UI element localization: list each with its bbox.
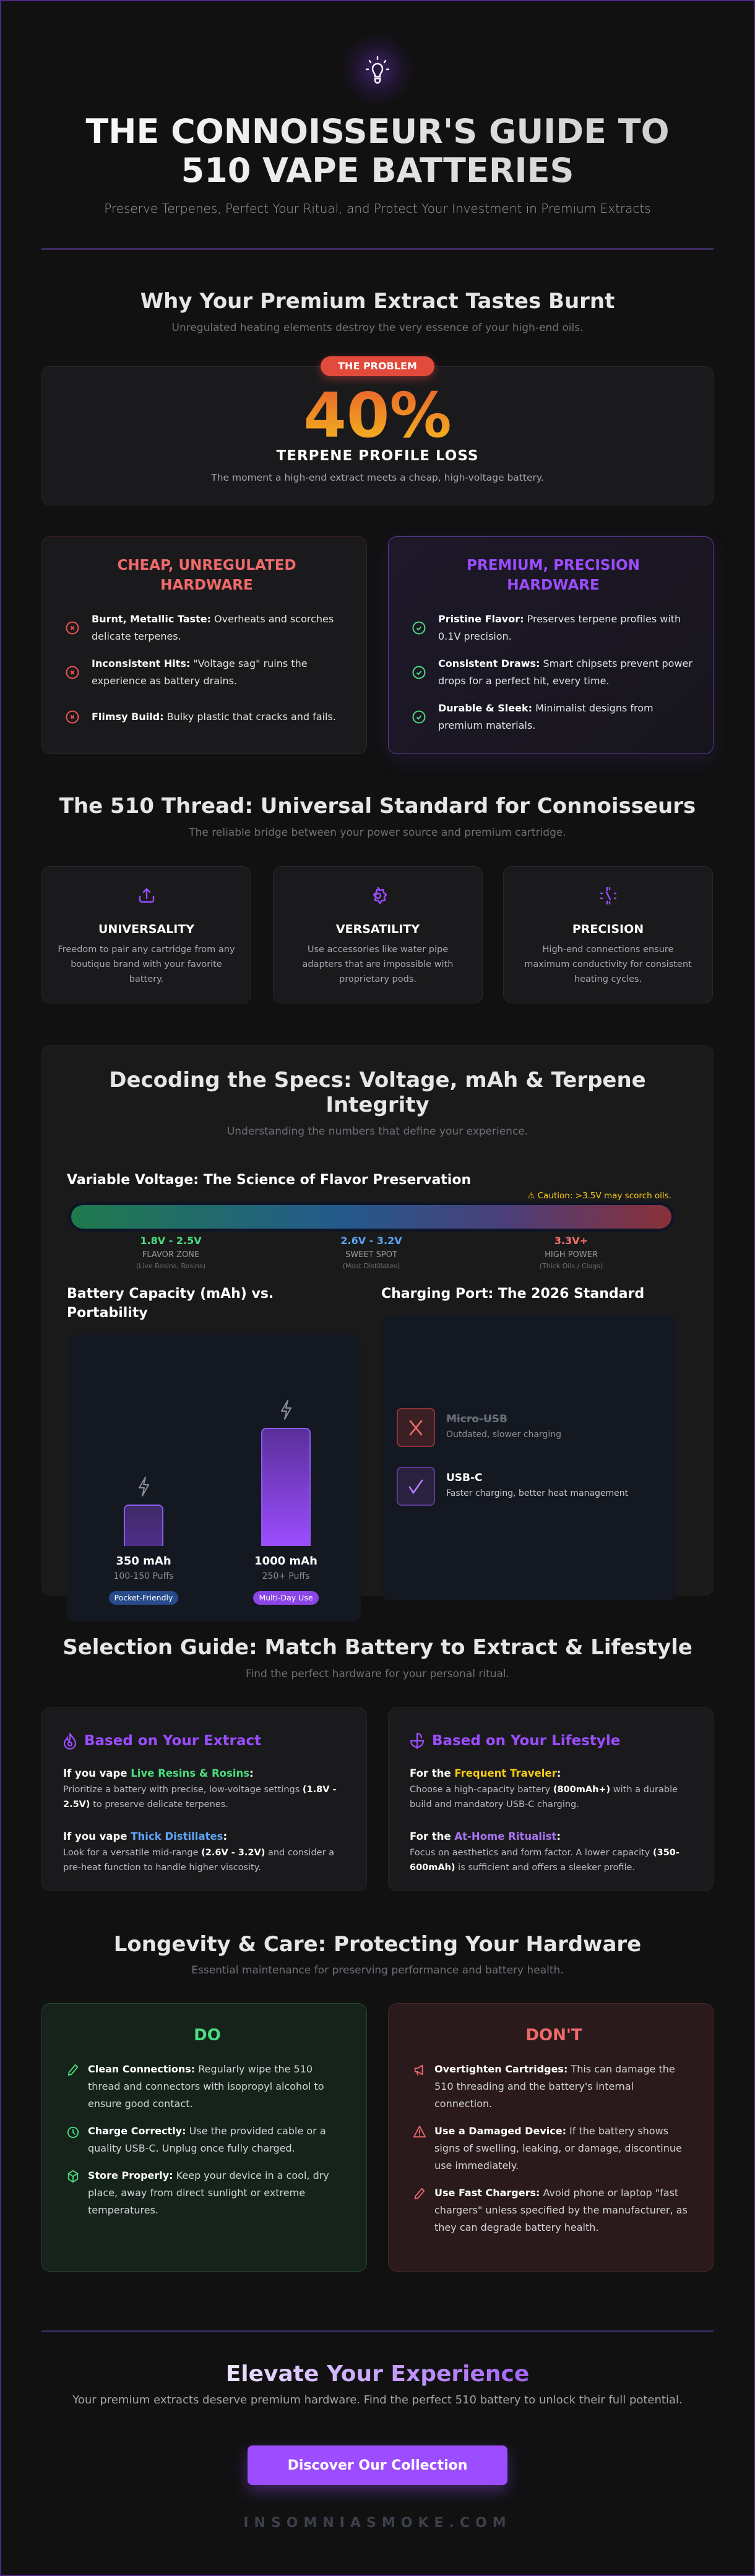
item-label: Flimsy Build: (92, 711, 164, 723)
cheap-list-item (66, 655, 348, 690)
dont-list-item (413, 2184, 694, 2236)
item-label: Charge Correctly: (88, 2125, 186, 2137)
premium-list-item (412, 611, 694, 645)
premium-hardware-card (388, 536, 714, 754)
pencil-icon (413, 2186, 426, 2201)
list-item-text (438, 655, 694, 690)
x-circle-icon (66, 710, 79, 724)
extract-guide-item (63, 1828, 345, 1875)
divider (41, 2330, 714, 2332)
item-desc: If the battery shows signs of swelling, leaking, or damage, discontinue use immediately. (434, 2125, 682, 2171)
problem-badge: THE PROBLEM (321, 356, 434, 376)
charging-panel (382, 1315, 676, 1600)
box-icon (67, 2169, 79, 2184)
pencil-icon (67, 2063, 79, 2077)
port-desc: Outdated, slower charging (446, 1430, 561, 1440)
usb-c-status (397, 1467, 435, 1506)
item-desc: Keep your device in a cool, dry place, away from direct sunlight or extreme temperatures. (88, 2170, 329, 2216)
item-label: Clean Connections: (88, 2063, 196, 2075)
check-circle-icon (412, 710, 426, 724)
thread-heading: The 510 Thread: Universal Standard for Connoisseurs (59, 794, 696, 818)
list-item-text (438, 700, 694, 734)
check-circle-icon (412, 666, 426, 679)
zone-range: 3.3V+ (554, 1235, 589, 1247)
thread-card-desc: Use accessories like water pipe adapters that are impossible with proprietary pods. (302, 945, 454, 984)
premium-hardware-title: PREMIUM, PRECISION HARDWARE (467, 557, 640, 593)
zone-name: HIGH POWER (545, 1250, 598, 1260)
thread-card-precision (503, 866, 713, 1003)
cheap-list-item (66, 700, 348, 734)
care-subheading: Essential maintenance for preserving performance and battery health. (191, 1964, 564, 1977)
item-desc: Minimalist designs from premium materials. (438, 702, 654, 731)
guide-highlight: Live Resins & Rosins (131, 1767, 250, 1779)
item-label: Burnt, Metallic Taste: (92, 613, 211, 625)
item-label: Use Fast Chargers: (434, 2187, 540, 2199)
thread-card-desc: High-end connections ensure maximum conductivity for consistent heating cycles. (524, 945, 692, 984)
extract-guide-title (63, 1732, 345, 1750)
guide-item-heading (410, 1765, 692, 1782)
problem-subheading: Unregulated heating elements destroy the very essence of your high-end oils. (171, 322, 584, 334)
zone-note: (Most Distillates) (342, 1262, 400, 1270)
guide-item-heading (63, 1828, 345, 1845)
droplet-icon (63, 1732, 77, 1750)
list-item-text (92, 611, 348, 645)
guide-prefix: If you vape (63, 1767, 131, 1779)
list-item-text (434, 2061, 694, 2113)
capacity-bar (261, 1428, 311, 1546)
do-list-item (67, 2167, 348, 2219)
guide-text: Prioritize a battery with precise, low-voltage settings (63, 1785, 303, 1795)
voltage-zone-flavor (90, 1234, 251, 1271)
capacity-badge: Multi-Day Use (253, 1591, 318, 1605)
capacity-bar (124, 1505, 163, 1546)
lifestyle-guide-item (410, 1828, 692, 1875)
guide-text: Choose a high-capacity battery (410, 1785, 553, 1795)
guide-value: (1.8V - 2.5V) (63, 1785, 337, 1810)
dont-list-item (413, 2061, 694, 2113)
capacity-title: Battery Capacity (mAh) vs. Portability (67, 1286, 274, 1321)
list-item-text (434, 2123, 694, 2175)
x-circle-icon (66, 621, 79, 635)
guide-prefix: For the (410, 1767, 455, 1779)
port-name-micro-usb: Micro-USB (446, 1413, 507, 1425)
guide-item-heading (410, 1828, 692, 1845)
dont-title: DON'T (525, 2026, 582, 2045)
thread-card-desc: Freedom to pair any cartridge from any boutique brand with your favorite battery. (58, 945, 235, 984)
capacity-puffs: 100-150 Puffs (113, 1571, 174, 1581)
guide-text: Look for a versatile mid-range (63, 1848, 202, 1858)
cheap-hardware-card (41, 536, 367, 754)
list-item-text (88, 2061, 348, 2113)
item-desc: Overheats and scorches delicate terpenes. (92, 613, 334, 642)
charging-title: Charging Port: The 2026 Standard (381, 1286, 645, 1302)
item-desc: This can damage the 510 threading and the battery's internal connection. (434, 2063, 675, 2110)
guide-highlight: Frequent Traveler (454, 1767, 557, 1779)
guide-colon: : (249, 1767, 254, 1779)
cta-title (0, 2361, 755, 2388)
capacity-value: 350 mAh (116, 1555, 171, 1568)
capacity-puffs: 250+ Puffs (262, 1571, 310, 1581)
list-item-text (92, 708, 336, 726)
problem-card (41, 366, 714, 505)
item-label: Use a Damaged Device: (434, 2125, 566, 2137)
guide-text: Focus on aesthetics and form factor. A lower capacity (410, 1848, 653, 1858)
item-label: Store Properly: (88, 2170, 173, 2181)
zone-name: SWEET SPOT (345, 1250, 397, 1260)
voltage-caution: ⚠ Caution: >3.5V may scorch oils. (527, 1191, 671, 1201)
page-subtitle: Preserve Terpenes, Perfect Your Ritual, and Protect Your Investment in Premium Extracts (104, 201, 651, 216)
zone-name: FLAVOR ZONE (142, 1250, 200, 1260)
guide-text: with a durable build and mandatory USB-C charging. (410, 1785, 678, 1810)
guide-item-body (410, 1782, 692, 1812)
guide-item-body (410, 1845, 692, 1875)
voltage-zone-high-power (491, 1234, 652, 1271)
guide-prefix: For the (410, 1831, 455, 1842)
thread-card-title: VERSATILITY (335, 922, 420, 936)
item-desc: Bulky plastic that cracks and fails. (163, 711, 336, 723)
lifestyle-guide-item (410, 1765, 692, 1812)
guide-colon: : (556, 1767, 561, 1779)
divider (41, 248, 714, 250)
item-desc: Avoid phone or laptop "fast chargers" unless specified by the manufacturer, as they can degrade battery health. (434, 2187, 688, 2233)
cheap-list-item (66, 611, 348, 645)
guide-item-heading (63, 1765, 345, 1782)
title-line-1: THE CONNOISSEUR'S GUIDE TO (85, 112, 670, 151)
care-heading: Longevity & Care: Protecting Your Hardware (113, 1932, 642, 1957)
selection-heading: Selection Guide: Match Battery to Extract & Lifestyle (63, 1635, 692, 1660)
premium-list-item (412, 700, 694, 734)
problem-stat-label: TERPENE PROFILE LOSS (276, 448, 479, 464)
zone-note: (Live Resins, Rosins) (136, 1262, 206, 1270)
sparkle-icon (599, 887, 618, 905)
thread-subheading: The reliable bridge between your power source and premium cartridge. (189, 826, 566, 839)
list-item-text (88, 2123, 348, 2157)
guide-highlight: At-Home Ritualist (454, 1831, 557, 1842)
page-title (0, 112, 755, 190)
do-title: DO (194, 2026, 221, 2045)
guide-prefix: If you vape (63, 1831, 131, 1842)
list-item-text (88, 2167, 348, 2219)
title-line-2: 510 VAPE BATTERIES (181, 151, 574, 190)
guide-value: (800mAh+) (553, 1785, 611, 1795)
problem-heading: Why Your Premium Extract Tastes Burnt (140, 289, 615, 314)
specs-heading: Decoding the Specs: Voltage, mAh & Terpene Integrity (109, 1068, 646, 1117)
dont-card (388, 2003, 714, 2272)
megaphone-icon (413, 2063, 426, 2077)
item-label: Inconsistent Hits: (92, 658, 191, 669)
do-list-item (67, 2123, 348, 2157)
specs-subheading: Understanding the numbers that define your experience. (226, 1125, 528, 1138)
cta-text: Your premium extracts deserve premium hardware. Find the perfect 510 battery to unlock their full potential. (72, 2394, 683, 2406)
thread-card-versatility (273, 866, 483, 1003)
premium-list-item (412, 655, 694, 690)
capacity-value: 1000 mAh (254, 1555, 317, 1568)
extract-guide-card (41, 1707, 367, 1891)
guide-item-body (63, 1845, 345, 1875)
item-label: Pristine Flavor: (438, 613, 524, 625)
warning-icon (413, 2124, 426, 2139)
leaf-icon (410, 1732, 425, 1750)
lifestyle-guide-title (410, 1732, 692, 1750)
upload-tray-icon (137, 887, 156, 905)
guide-colon: : (556, 1831, 561, 1842)
voltage-zone-sweet-spot (291, 1234, 452, 1271)
guide-text: is sufficient and offers a sleeker profile. (455, 1863, 636, 1873)
do-list-item (67, 2061, 348, 2113)
x-icon (408, 1419, 424, 1437)
problem-stat: 40% (42, 385, 713, 447)
item-desc: Preserves terpene profiles with 0.1V precision. (438, 613, 681, 642)
lightning-icon (278, 1399, 293, 1420)
extract-guide-title-text: Based on Your Extract (84, 1733, 262, 1749)
item-label: Consistent Draws: (438, 658, 540, 669)
thread-card-title: UNIVERSALITY (98, 922, 194, 936)
gear-icon (369, 887, 387, 905)
clock-icon (67, 2124, 79, 2139)
cheap-hardware-title: CHEAP, UNREGULATED HARDWARE (117, 557, 296, 593)
list-item-text (434, 2184, 694, 2236)
discover-collection-button[interactable]: Discover Our Collection (248, 2445, 507, 2485)
do-card (41, 2003, 367, 2272)
zone-note: (Thick Oils / Clogs) (539, 1262, 603, 1270)
item-desc: "Voltage sag" ruins the experience as battery drains. (92, 658, 308, 687)
item-desc: Use the provided cable or a quality USB-C. Unplug once fully charged. (88, 2125, 326, 2154)
capacity-badge-wrap (94, 1591, 193, 1605)
port-desc: Faster charging, better heat management (446, 1488, 629, 1498)
guide-colon: : (223, 1831, 228, 1842)
extract-guide-item (63, 1765, 345, 1812)
voltage-title: Variable Voltage: The Science of Flavor Preservation (67, 1172, 472, 1188)
selection-subheading: Find the perfect hardware for your personal ritual. (245, 1668, 510, 1680)
port-name-usb-c: USB-C (446, 1472, 483, 1484)
guide-text: to preserve delicate terpenes. (90, 1800, 228, 1810)
guide-text: and consider a pre-heat function to handle higher viscosity. (63, 1848, 335, 1873)
x-circle-icon (66, 666, 79, 679)
footer-brand: INSOMNIASMOKE.COM (243, 2515, 512, 2531)
cta-title-text: Elevate Your Experience (225, 2361, 530, 2387)
guide-value: (350-600mAh) (410, 1848, 680, 1873)
item-desc: Regularly wipe the 510 thread and connectors with isopropyl alcohol to ensure good contact. (88, 2063, 324, 2110)
dont-list-item (413, 2123, 694, 2175)
voltage-gradient-bar (68, 1202, 675, 1232)
guide-highlight: Thick Distillates (131, 1831, 223, 1842)
lightbulb-icon (365, 56, 390, 84)
item-label: Overtighten Cartridges: (434, 2063, 568, 2075)
list-item-text (92, 655, 348, 690)
capacity-badge-wrap (236, 1591, 335, 1605)
item-label: Durable & Sleek: (438, 702, 532, 714)
lightning-icon (136, 1476, 151, 1497)
item-desc: Smart chipsets prevent power drops for a perfect hit, every time. (438, 658, 692, 687)
problem-stat-desc: The moment a high-end extract meets a cheap, high-voltage battery. (211, 472, 544, 483)
check-icon (407, 1478, 425, 1495)
lifestyle-guide-title-text: Based on Your Lifestyle (432, 1733, 621, 1749)
capacity-badge: Pocket-Friendly (109, 1591, 179, 1605)
zone-range: 1.8V - 2.5V (140, 1235, 202, 1247)
list-item-text (438, 611, 694, 645)
zone-range: 2.6V - 3.2V (340, 1235, 402, 1247)
thread-card-title: PRECISION (572, 922, 644, 936)
guide-value: (2.6V - 3.2V) (201, 1848, 265, 1858)
thread-card-universality (41, 866, 251, 1003)
guide-item-body (63, 1782, 345, 1812)
check-circle-icon (412, 621, 426, 635)
lifestyle-guide-card (388, 1707, 714, 1891)
micro-usb-status (397, 1408, 435, 1447)
